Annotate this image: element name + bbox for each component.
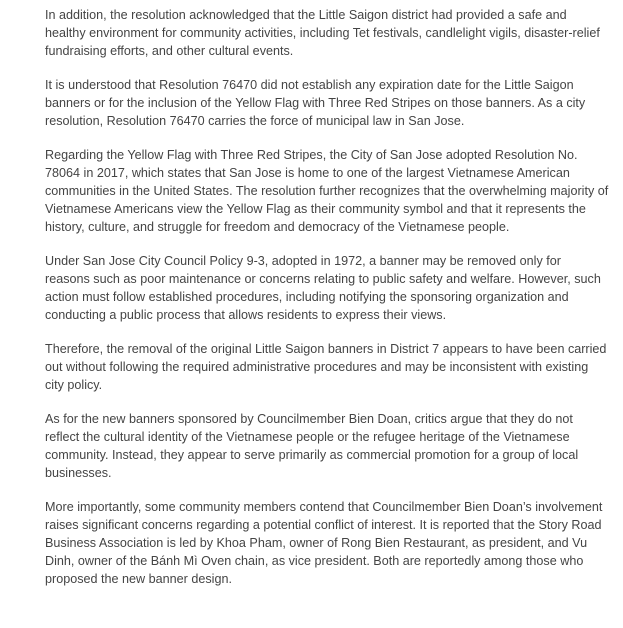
paragraph-resolution-acknowledgement: In addition, the resolution acknowledged that the Little Saigon district had provided a safe and healthy environment for community activities, including Tet festivals, candlelight vigils, disaster-relief fundraising efforts, and other cultural events.: [45, 8, 600, 58]
paragraph-resolution-76470: It is understood that Resolution 76470 did not establish any expiration date for the Little Saigon banners or for the inclusion of the Yellow Flag with Three Red Stripes on those banners. As a city resolution, Resolution 76470 carries the force of municipal law in San Jose.: [45, 78, 586, 128]
paragraph-conflict-of-interest: More importantly, some community members contend that Councilmember Bien Doan’s involvement raises significant concerns regarding a potential conflict of interest. It is reported that the Story Road Business Association is led by Khoa Pham, owner of Rong Bien Restaurant, as president, and Vu Dinh, owner of the Bánh Mì Oven chain, as vice president. Both are reportedly among those who proposed the new banner design.: [45, 500, 603, 586]
paragraph-banner-removal: Therefore, the removal of the original Little Saigon banners in District 7 appears to have been carried out without following the required administrative procedures and may be inconsistent with existing city policy.: [45, 342, 607, 392]
paragraph-new-banners: As for the new banners sponsored by Councilmember Bien Doan, critics argue that they do not reflect the cultural identity of the Vietnamese people or the refugee heritage of the Vietnamese community. Instead, they appear to serve primarily as commercial promotion for a group of local businesses.: [45, 412, 579, 480]
paragraph-council-policy: Under San Jose City Council Policy 9-3, adopted in 1972, a banner may be removed only for reasons such as poor maintenance or concerns relating to public safety and welfare. However, such action must follow established procedures, including notifying the sponsoring organization and conducting a public process that allows residents to express their views.: [45, 254, 601, 322]
paragraph-yellow-flag-resolution: Regarding the Yellow Flag with Three Red Stripes, the City of San Jose adopted Resolution No. 78064 in 2017, which states that San Jose is home to one of the largest Vietnamese American communities in the United States. The resolution further recognizes that the overwhelming majority of Vietnamese Americans view the Yellow Flag as their community symbol and that it represents the history, culture, and struggle for freedom and democracy of the Vietnamese people.: [45, 148, 609, 234]
